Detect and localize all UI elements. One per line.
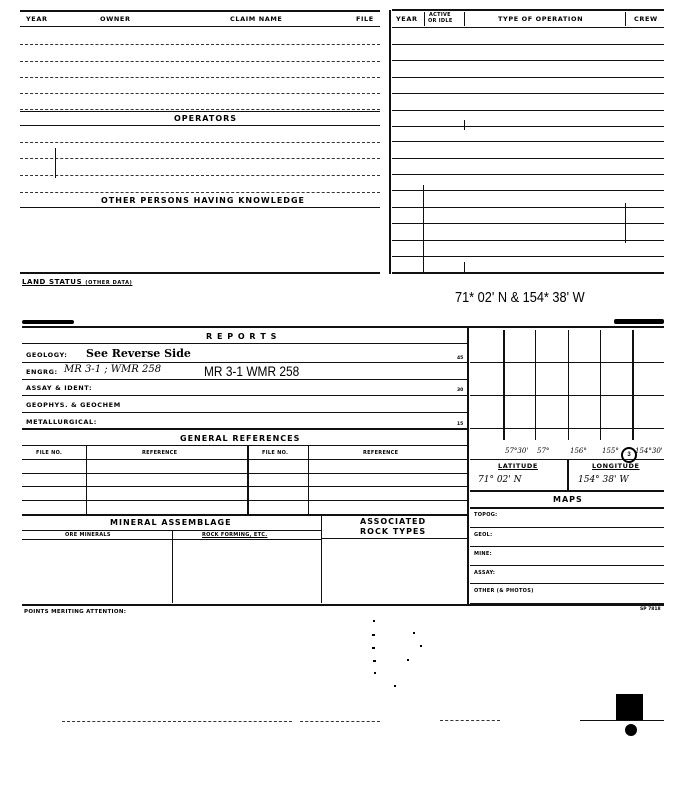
ref-bottom-rule: [22, 514, 468, 516]
signature-line: [580, 720, 664, 721]
ref-row-line: [22, 473, 468, 474]
scan-speck: [394, 685, 396, 687]
scan-speck: [413, 632, 415, 634]
maps-row-line: [470, 583, 664, 584]
grid-tick-label: 57°30': [505, 447, 529, 455]
maps-geol: GEOL:: [474, 532, 493, 538]
ops-year-divider: [424, 12, 425, 26]
ops-row-line: [392, 158, 664, 159]
mineral-bottom-rule: [22, 604, 664, 606]
redaction-mark: [614, 319, 664, 324]
ref-header-reference-1: REFERENCE: [142, 450, 178, 456]
grid-vline: [503, 330, 505, 440]
reports-heading-rule: [22, 343, 468, 344]
center-divider: [389, 10, 391, 274]
report-tick-15: 15: [457, 422, 464, 427]
col-header-active: ACTIVE: [429, 12, 451, 18]
maps-rule: [470, 507, 664, 509]
scan-speck: [374, 672, 376, 674]
grid-hline: [470, 362, 664, 363]
reports-bottom-rule: [22, 428, 468, 430]
col-header-claim-name: CLAIM NAME: [230, 15, 283, 23]
assoc-divider: [321, 515, 322, 603]
report-label-geology: GEOLOGY:: [26, 351, 68, 359]
col-header-type-of-operation: TYPE OF OPERATION: [498, 15, 584, 23]
longitude-value: 154° 38' W: [578, 475, 629, 485]
maps-topog: TOPOG:: [474, 512, 498, 518]
ops-row-line: [392, 44, 664, 45]
report-value-engrg: MR 3-1 WMR 258: [204, 363, 300, 379]
scan-speck: [420, 645, 422, 647]
other-persons-rule: [20, 207, 380, 208]
header-top-rule: [20, 10, 380, 12]
rock-forming-header: ROCK FORMING, ETC.: [202, 532, 268, 538]
col-header-crew: CREW: [634, 15, 658, 23]
ops-row-line: [392, 93, 664, 94]
claims-row-line: [20, 109, 380, 110]
signature-line: [62, 721, 292, 722]
ops-row-line: [392, 240, 664, 241]
mineral-col-divider: [172, 531, 173, 603]
general-references-rule: [22, 445, 468, 446]
report-value-geology: See Reverse Side: [86, 347, 191, 360]
maps-heading: MAPS: [553, 495, 583, 504]
report-label-engrg: ENGRG:: [26, 368, 58, 376]
operators-divider: [55, 148, 56, 178]
latitude-label: LATITUDE: [498, 462, 538, 470]
claims-row-line: [20, 93, 380, 94]
operators-bottom-rule: [20, 125, 380, 126]
ops-tick: [464, 262, 465, 272]
ops-row-line: [392, 207, 664, 208]
claims-row-line: [20, 44, 380, 45]
ops-crew-divider: [625, 12, 626, 26]
circled-location-mark: 3: [621, 447, 637, 463]
associated-rock-types-line1: ASSOCIATED: [360, 517, 427, 526]
lat-long-divider: [567, 459, 569, 491]
report-tick-30: 30: [457, 388, 464, 393]
assoc-rule: [322, 538, 468, 539]
operators-top-rule: [20, 111, 380, 112]
maps-mine: MINE:: [474, 551, 492, 557]
redaction-mark: [22, 320, 74, 324]
ref-header-reference-2: REFERENCE: [363, 450, 399, 456]
reports-heading: R E P O R T S: [206, 332, 278, 341]
report-row-line: [22, 379, 468, 380]
grid-hline: [470, 395, 664, 396]
scan-speck: [372, 634, 375, 636]
claims-row-line: [20, 77, 380, 78]
claims-row-line: [20, 61, 380, 62]
ops-row-line: [392, 256, 664, 257]
operators-heading: OPERATORS: [174, 114, 238, 123]
lat-long-bottom-rule: [470, 490, 664, 492]
grid-tick-label: 154°30': [635, 447, 663, 455]
reports-top-rule: [22, 326, 664, 328]
maps-row-line: [470, 527, 664, 528]
longitude-label: LONGITUDE: [592, 462, 640, 470]
col-header-owner: OWNER: [100, 15, 131, 23]
scan-speck: [372, 647, 375, 649]
points-meriting-attention: POINTS MERITING ATTENTION:: [24, 609, 127, 615]
col-header-file: FILE: [356, 15, 374, 23]
grid-hline: [470, 428, 664, 429]
ref-header-file-no-2: FILE NO.: [262, 450, 289, 456]
report-label-metallurgical: METALLURGICAL:: [26, 418, 97, 426]
signature-line: [440, 720, 500, 721]
report-label-geophys: GEOPHYS. & GEOCHEM: [26, 401, 121, 409]
ops-row-line: [392, 174, 664, 175]
ref-col-divider: [247, 446, 249, 514]
ops-row-line: [392, 110, 664, 111]
maps-assay: ASSAY:: [474, 570, 496, 576]
ops-row-line: [392, 223, 664, 224]
grid-vline: [568, 330, 569, 440]
latitude-value: 71° 02' N: [478, 475, 522, 485]
scan-speck: [373, 660, 376, 662]
grid-vline: [600, 330, 601, 440]
report-row-line: [22, 395, 468, 396]
land-status-title: LAND STATUS: [22, 278, 83, 286]
ref-col-divider: [86, 446, 87, 514]
col-header-or-idle: OR IDLE: [428, 18, 453, 24]
land-status-note: (OTHER DATA): [85, 280, 133, 286]
associated-rock-types-line2: ROCK TYPES: [360, 527, 427, 536]
scan-speck: [373, 620, 375, 622]
ref-col-divider: [308, 446, 309, 514]
grid-vline: [632, 330, 634, 440]
grid-tick-label: 155°: [602, 447, 619, 455]
maps-row-line: [470, 565, 664, 566]
coordinates-typed: 71* 02' N & 154* 38' W: [455, 289, 585, 306]
operators-row-line: [20, 142, 380, 143]
signature-line: [300, 721, 380, 722]
reports-right-divider: [467, 326, 469, 606]
form-number: SP 7818: [640, 607, 661, 612]
ops-tick: [464, 120, 465, 130]
mineral-assemblage-heading: MINERAL ASSEMBLAGE: [110, 518, 232, 527]
report-handwritten-engrg: MR 3-1 ; WMR 258: [64, 364, 162, 375]
ref-row-line: [22, 500, 468, 501]
registration-mark-square: [616, 694, 643, 720]
scan-speck: [407, 659, 409, 661]
operators-row-line: [20, 175, 380, 176]
ops-tick: [625, 203, 626, 243]
operators-row-line: [20, 158, 380, 159]
ops-lower-divider: [423, 185, 424, 273]
col-header-ops-year: YEAR: [396, 15, 418, 23]
ops-row-line: [392, 60, 664, 61]
grid-vline: [535, 330, 536, 440]
header-bottom-rule: [20, 26, 380, 27]
ops-row-line: [392, 141, 664, 142]
ops-row-line: [392, 126, 664, 127]
ops-row-line: [392, 77, 664, 78]
report-label-assay: ASSAY & IDENT:: [26, 384, 93, 392]
report-row-line: [22, 412, 468, 413]
ops-active-divider: [464, 12, 465, 26]
general-references-heading: GENERAL REFERENCES: [180, 434, 301, 443]
other-persons-heading: OTHER PERSONS HAVING KNOWLEDGE: [101, 196, 305, 205]
ops-bottom-rule: [392, 272, 664, 274]
grid-tick-label: 156°: [570, 447, 587, 455]
registration-mark-dot: [625, 724, 637, 736]
ref-row-line: [22, 486, 468, 487]
operators-row-line: [20, 192, 380, 193]
header-bottom-rule-right: [392, 27, 664, 28]
ore-minerals-header: ORE MINERALS: [65, 532, 111, 538]
header-top-rule-right: [392, 9, 664, 11]
ref-header-file-no-1: FILE NO.: [36, 450, 63, 456]
grid-tick-label: 57°: [537, 447, 550, 455]
col-header-year: YEAR: [26, 15, 48, 23]
claims-bottom-rule: [20, 272, 380, 274]
report-tick-45: 45: [457, 356, 464, 361]
maps-other: OTHER (& PHOTOS): [474, 588, 534, 594]
ref-row-line: [22, 459, 468, 460]
maps-row-line: [470, 546, 664, 547]
land-status-label: [22, 278, 132, 286]
ops-row-line: [392, 190, 664, 191]
